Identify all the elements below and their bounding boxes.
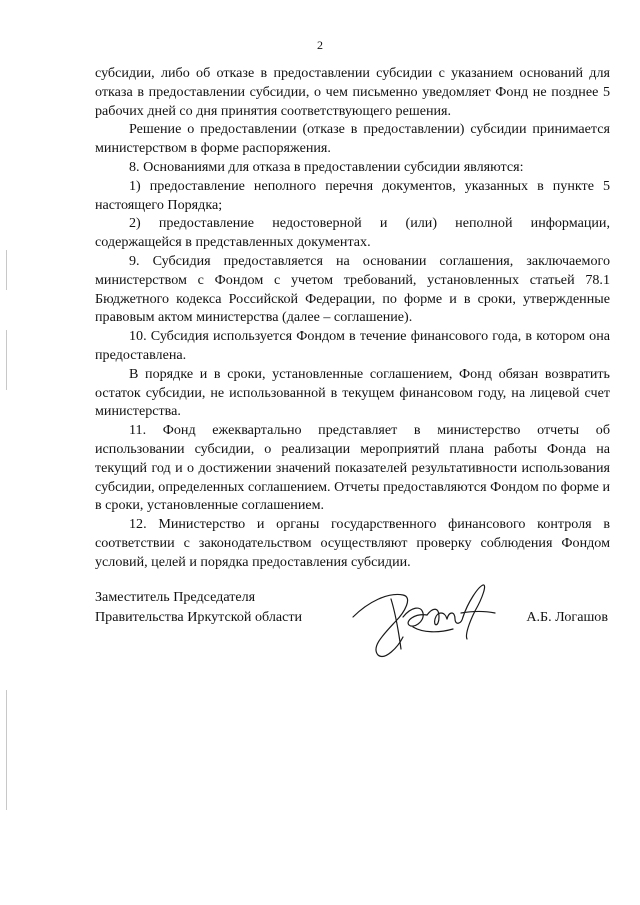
handwritten-signature <box>343 577 503 667</box>
paragraph: В порядке и в сроки, установленные соглашением, Фонд обязан возвратить остаток субсидии, не использованной в текущем финансовом году, на лицевой счет министерства. <box>95 365 610 420</box>
paragraph: 1) предоставление неполного перечня документов, указанных в пункте 5 настоящего Порядка; <box>95 177 610 213</box>
paragraph: 11. Фонд ежеквартально представляет в министерство отчеты об использовании субсидии, о реализации мероприятий плана работы Фонда на текущий год и о достижении значений показателей результативности использования субсидии, определенных соглашением. Отчеты предоставляются Фондом по форме и в сроки, установленные соглашением. <box>95 422 610 514</box>
page-number: 2 <box>317 38 323 52</box>
scan-edge-mark <box>6 250 7 290</box>
signature-block <box>95 585 610 675</box>
paragraph: субсидии, либо об отказе в предоставлении субсидии с указанием оснований для отказа в предоставлении субсидии, о чем письменно уведомляет Фонд не позднее 5 рабочих дней со дня принятия соответствующего решения. <box>95 65 610 119</box>
document-body <box>95 64 610 572</box>
signatory-title-line: Заместитель Председателя <box>95 589 256 605</box>
paragraph: 8. Основаниями для отказа в предоставлении субсидии являются: <box>129 158 524 175</box>
signatory-title-line: Правительства Иркутской области <box>95 609 303 625</box>
paragraph: 10. Субсидия используется Фондом в течение финансового года, в котором она предоставлена. <box>95 328 610 363</box>
scan-edge-mark <box>6 330 7 390</box>
paragraph: 12. Министерство и органы государственного финансового контроля в соответствии с законодательством осуществляют проверку соблюдения Фондом условий, целей и порядка предоставления субсидии. <box>95 516 610 570</box>
signatory-title <box>95 587 302 627</box>
scan-edge-mark <box>6 690 7 810</box>
paragraph: 2) предоставление недостоверной и (или) неполной информации, содержащейся в представленных документах. <box>95 215 610 251</box>
paragraph: 9. Субсидия предоставляется на основании соглашения, заключаемого министерством с Фондом с учетом требований, установленных статьей 78.1 Бюджетного кодекса Российской Федерации, по форме и в сроки, утвержденные правовым актом министерства (далее – соглашение). <box>95 252 610 326</box>
signatory-name: А.Б. Логашов <box>526 609 608 625</box>
paragraph: Решение о предоставлении (отказе в предоставлении) субсидии принимается министерством в форме распоряжения. <box>95 121 610 157</box>
